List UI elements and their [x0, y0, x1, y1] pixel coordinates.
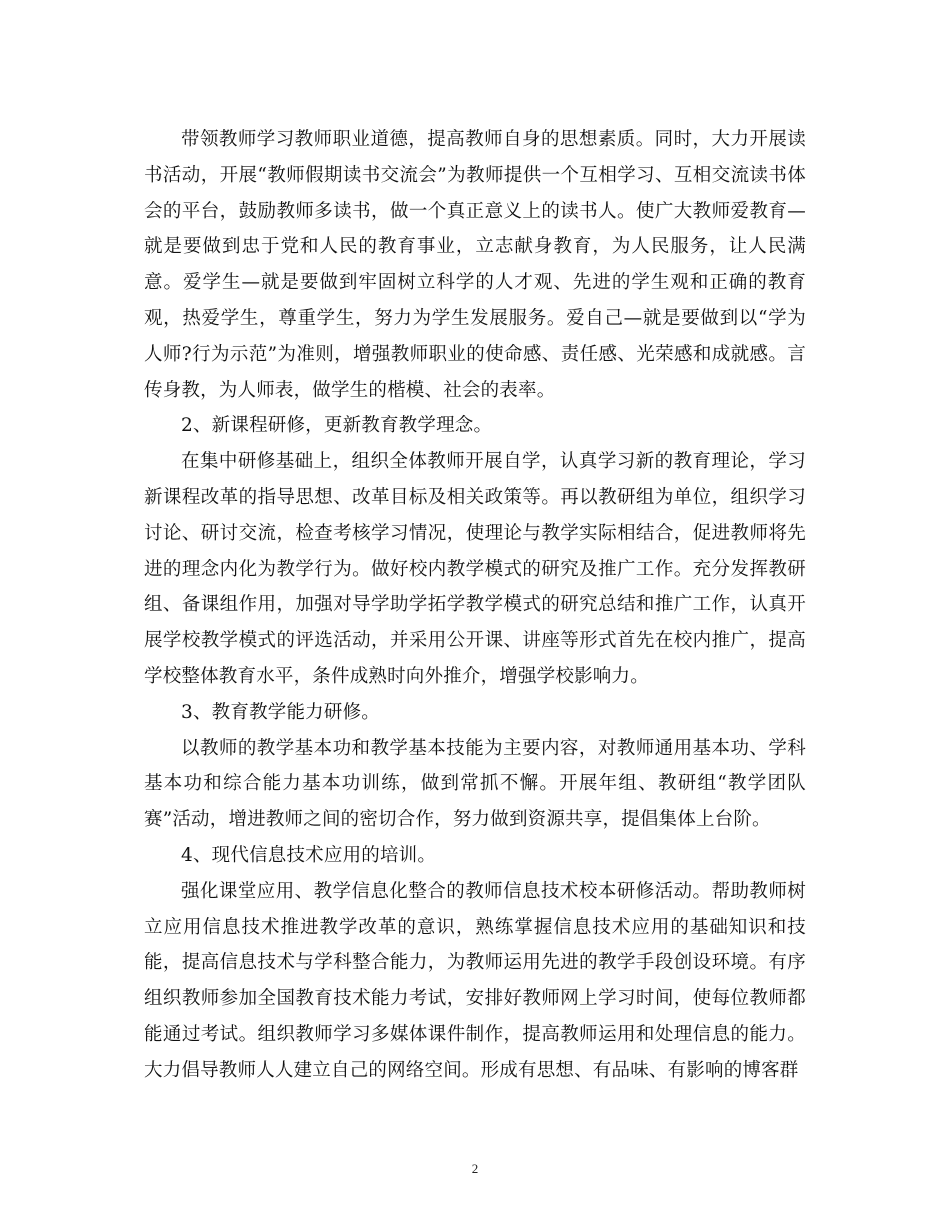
paragraph-teaching-ability-study: 以教师的教学基本功和教学基本技能为主要内容，对教师通用基本功、学科基本功和综合能力基本功训练，做到常抓不懈。开展年组、教研组“教学团队赛”活动，增进教师之间的密切合作，努力做到资源共享，提倡集体上台阶。 — [144, 737, 806, 831]
page-number: 2 — [471, 1161, 479, 1176]
paragraph-it-training: 强化课堂应用、教学信息化整合的教师信息技术校本研修活动。帮助教师树立应用信息技术推进教学改革的意识，熟练掌握信息技术应用的基础知识和技能，提高信息技术与学科整合能力，为教师运用先进的教学手段创设环境。有序组织教师参加全国教育技术能力考试，安排好教师网上学习时间，使每位教师都能通过考试。组织教师学习多媒体课件制作，提高教师运用和处理信息的能力。大力倡导教师人人建立自己的网络空间。形成有思想、有品味、有影响的博客群 — [144, 880, 806, 1081]
heading-new-curriculum-study: 2、新课程研修，更新教育教学理念。 — [181, 415, 493, 437]
paragraph-reading-activities: 带领教师学习教师职业道德，提高教师自身的思想素质。同时，大力开展读书活动，开展“教师假期读书交流会”为教师提供一个互相学习、互相交流读书体会的平台，鼓励教师多读书，做一个真正意义上的读书人。使广大教师爱教育—就是要做到忠于党和人民的教育事业，立志献身教育，为人民服务，让人民满意。爱学生—就是要做到牢固树立科学的人才观、先进的学生观和正确的教育观，热爱学生，尊重学生，努力为学生发展服务。爱自己—就是要做到以“学为人师?行为示范”为准则，增强教师职业的使命感、责任感、光荣感和成就感。言传身教，为人师表，做学生的楷模、社会的表率。 — [144, 129, 806, 401]
heading-it-training: 4、现代信息技术应用的培训。 — [181, 844, 437, 866]
heading-teaching-ability-study: 3、教育教学能力研修。 — [181, 701, 380, 723]
paragraph-new-curriculum-study: 在集中研修基础上，组织全体教师开展自学，认真学习新的教育理论，学习新课程改革的指导思想、改革目标及相关政策等。再以教研组为单位，组织学习讨论、研讨交流，检查考核学习情况，使理论与教学实际相结合，促进教师将先进的理念内化为教学行为。做好校内教学模式的研究及推广工作。充分发挥教研组、备课组作用，加强对导学助学拓学教学模式的研究总结和推广工作，认真开展学校教学模式的评选活动，并采用公开课、讲座等形式首先在校内推广，提高学校整体教育水平，条件成熟时向外推介，增强学校影响力。 — [144, 451, 806, 687]
document-body — [144, 122, 806, 1089]
